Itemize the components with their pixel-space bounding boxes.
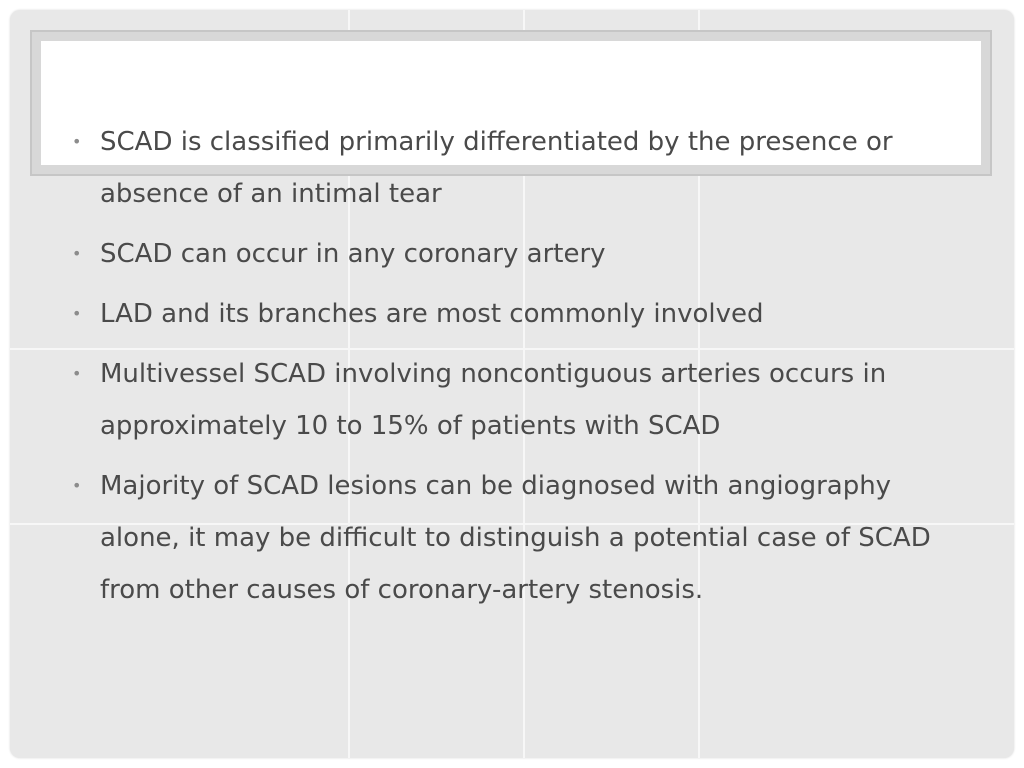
bullet-dot-icon: • — [72, 244, 82, 263]
bullet-item — [72, 460, 952, 616]
bullet-dot-icon: • — [72, 132, 82, 151]
bullet-dot-icon: • — [72, 304, 82, 323]
bullet-dot-icon: • — [72, 364, 82, 383]
bullet-text: Multivessel SCAD involving noncontiguous arteries occurs in approximately 10 to 15% of patients with SCAD — [100, 359, 887, 441]
bullet-list — [72, 116, 952, 624]
bullet-item — [72, 348, 952, 452]
bullet-text: SCAD can occur in any coronary artery — [100, 239, 606, 269]
bullet-text: Majority of SCAD lesions can be diagnosed with angiography alone, it may be difficult to distinguish a potential case of SCAD from other causes of coronary-artery stenosis. — [100, 471, 931, 605]
slide — [10, 10, 1014, 758]
bullet-item — [72, 228, 952, 280]
bullet-dot-icon: • — [72, 476, 82, 495]
bullet-item — [72, 288, 952, 340]
bullet-text: LAD and its branches are most commonly involved — [100, 299, 764, 329]
bullet-text: SCAD is classified primarily differentiated by the presence or absence of an intimal tear — [100, 127, 893, 209]
bullet-item — [72, 116, 952, 220]
